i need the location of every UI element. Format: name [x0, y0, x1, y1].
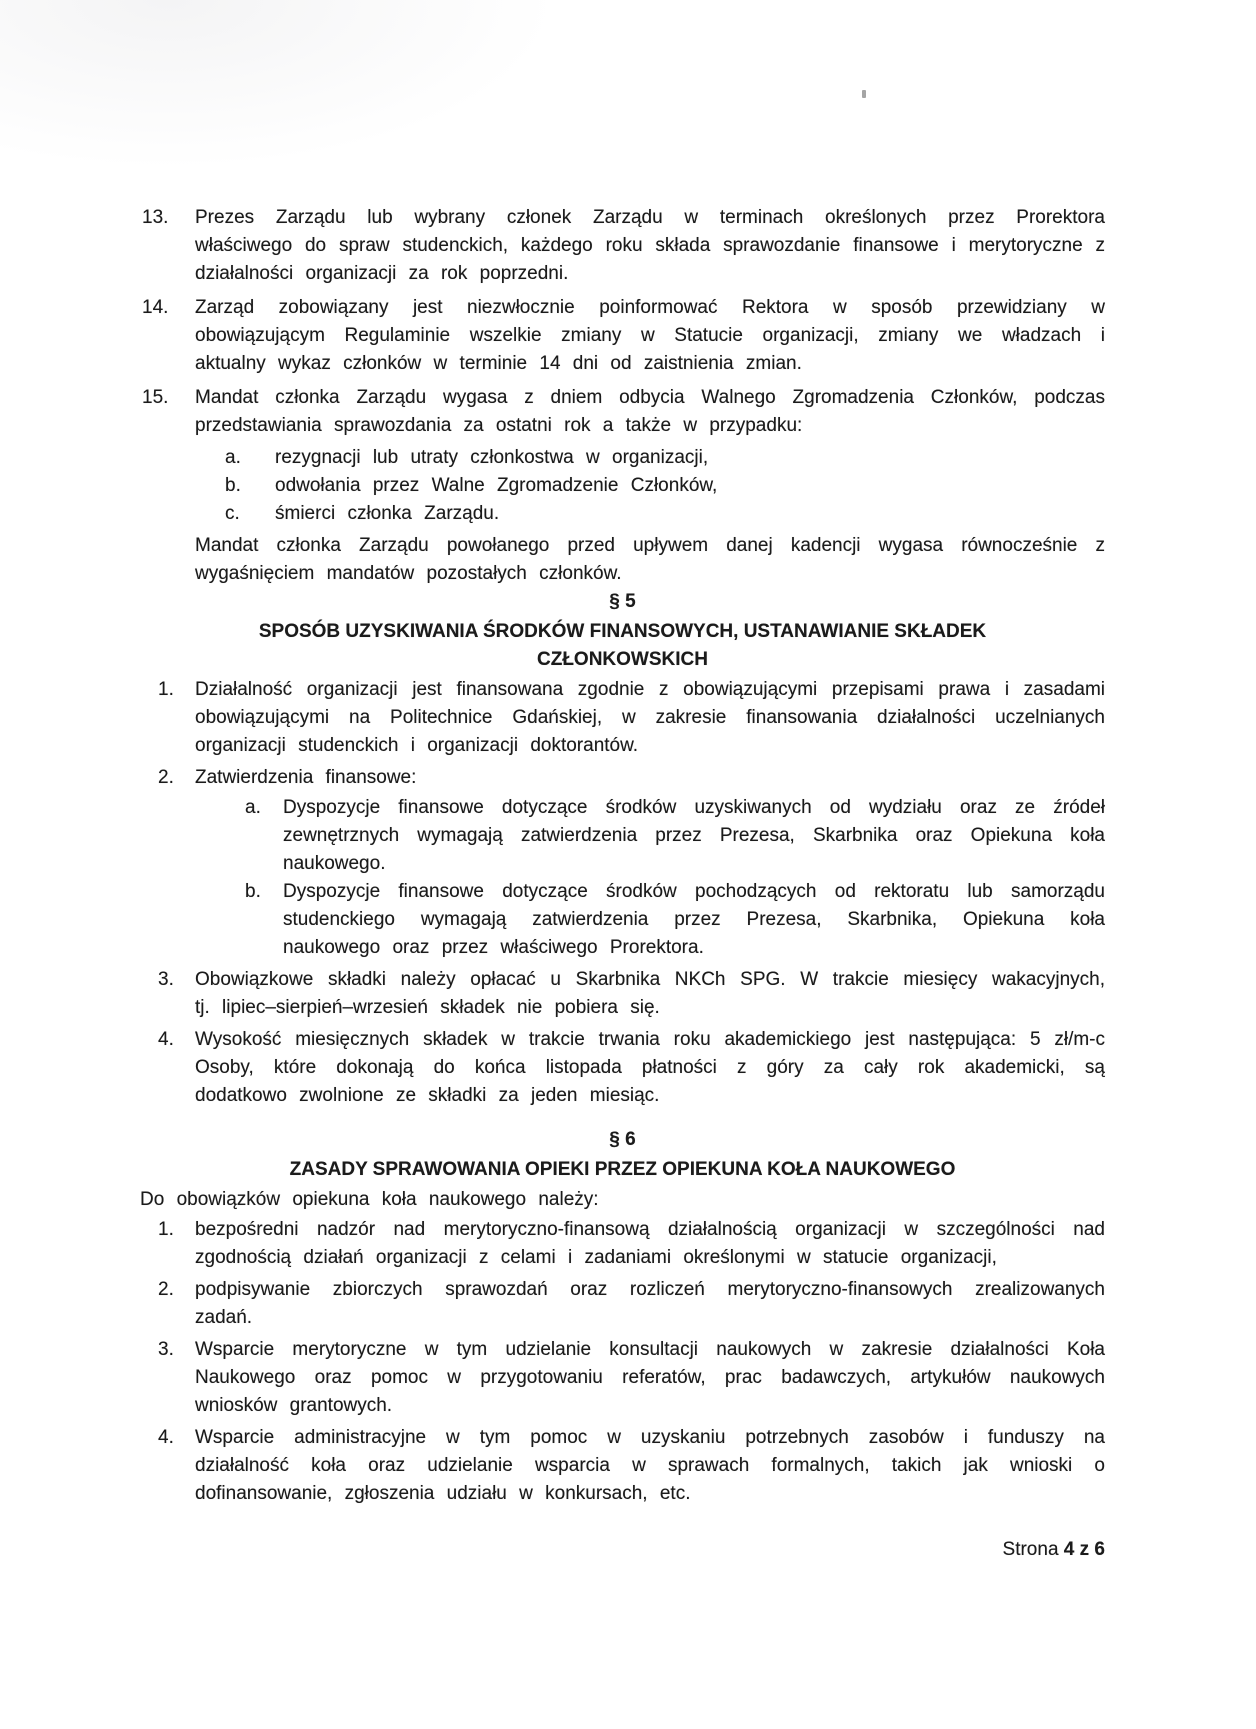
item-number: 4.	[158, 1427, 174, 1448]
section-5	[140, 588, 1105, 1110]
top-numbered-list	[140, 204, 1105, 588]
item-text: Zarząd zobowiązany jest niezwłocznie poinformować Rektora w sposób przewidziany w obowiązującym Regulaminie wszelkie zmiany w Statucie organizacji, zmiany we władzach i aktualny wykaz członków w terminie 14 dni od zaistnienia zmian.	[195, 297, 1105, 374]
sub-item-letter: a.	[225, 447, 241, 468]
item-text: Zatwierdzenia finansowe:	[195, 767, 417, 788]
item-number: 14.	[142, 297, 169, 318]
footer-label: Strona	[1002, 1539, 1059, 1560]
section-6-item-4	[140, 1424, 1105, 1508]
sub-item-text: rezygnacji lub utraty członkostwa w organizacji,	[275, 447, 709, 468]
sub-item-text: śmierci członka Zarządu.	[275, 503, 500, 524]
item-text: Wsparcie merytoryczne w tym udzielanie konsultacji naukowych w zakresie działalności Koła Naukowego oraz pomoc w przygotowaniu referatów, prac badawczych, artykułów naukowych wniosków grantowych.	[195, 1339, 1105, 1416]
sub-item-text: Dyspozycje finansowe dotyczące środków pochodzących od rektoratu lub samorządu studenckiego wymagają zatwierdzenia przez Prezesa, Skarbnika, Opiekuna koła naukowego oraz przez właściwego Prorektora.	[283, 881, 1105, 958]
sub-item-letter: c.	[225, 503, 240, 524]
closing-paragraph-text: Mandat członka Zarządu powołanego przed upływem danej kadencji wygasa równocześnie z wygaśnięciem mandatów pozostałych członków.	[195, 535, 1105, 584]
section-5-item-4	[140, 1026, 1105, 1110]
item-text: Mandat członka Zarządu wygasa z dniem odbycia Walnego Zgromadzenia Członków, podczas przedstawiania sprawozdania za ostatni rok a także w przypadku:	[195, 387, 1105, 436]
item-text: Działalność organizacji jest finansowana zgodnie z obowiązującymi przepisami prawa i zasadami obowiązującymi na Politechnice Gdańskiej, w zakresie finansowania działalności uczelnianych organizacji studenckich i organizacji doktorantów.	[195, 679, 1105, 756]
item-text: Wsparcie administracyjne w tym pomoc w uzyskaniu potrzebnych zasobów i funduszy na działalność koła oraz udzielanie wsparcia w sprawach formalnych, takich jak wnioski o dofinansowanie, zgłoszenia udziału w konkursach, etc.	[195, 1427, 1105, 1504]
item-text: Prezes Zarządu lub wybrany członek Zarządu w terminach określonych przez Prorektora właściwego do spraw studenckich, każdego roku składa sprawozdanie finansowe i merytoryczne z działalności organizacji za rok poprzedni.	[195, 207, 1105, 284]
item-number: 1.	[158, 1219, 174, 1240]
sub-item-b	[225, 472, 1105, 500]
spacer	[140, 532, 195, 588]
item-number: 3.	[158, 969, 174, 990]
section-6-title: ZASADY SPRAWOWANIA OPIEKI PRZEZ OPIEKUNA KOŁA NAUKOWEGO	[289, 1159, 956, 1180]
sub-item-a	[245, 794, 1105, 878]
section-5-item-1	[140, 676, 1105, 760]
section-6-symbol: § 6	[609, 1129, 636, 1150]
item-text: Wysokość miesięcznych składek w trakcie trwania roku akademickiego jest następująca: 5 zł/m-c Osoby, które dokonają do końca listopada płatności z góry za cały rok akademicki, są dodatkowo zwolnione ze składki za jeden miesiąc.	[195, 1029, 1105, 1106]
item-number: 15.	[142, 387, 169, 408]
section-5-item-2-sublist	[245, 794, 1105, 962]
sub-item-text: odwołania przez Walne Zgromadzenie Członków,	[275, 475, 718, 496]
list-item-14	[140, 294, 1105, 378]
section-5-title: SPOSÓB UZYSKIWANIA ŚRODKÓW FINANSOWYCH, USTANAWIANIE SKŁADEK CZŁONKOWSKICH	[258, 621, 987, 670]
section-5-item-2	[140, 764, 1105, 792]
list-item-13	[140, 204, 1105, 288]
section-5-item-3	[140, 966, 1105, 1022]
scan-speck-artifact	[862, 90, 866, 98]
section-6-list	[140, 1216, 1105, 1508]
section-6	[140, 1126, 1105, 1508]
sub-item-a	[225, 444, 1105, 472]
section-6-item-2	[140, 1276, 1105, 1332]
item-number: 2.	[158, 767, 174, 788]
item-text: podpisywanie zbiorczych sprawozdań oraz rozliczeń merytoryczno-finansowych zrealizowanych zadań.	[195, 1279, 1105, 1328]
item-number: 1.	[158, 679, 174, 700]
section-5-symbol: § 5	[609, 591, 636, 612]
sub-item-c	[225, 500, 1105, 528]
sub-item-letter: b.	[225, 475, 241, 496]
item-number: 3.	[158, 1339, 174, 1360]
sub-item-b	[245, 878, 1105, 962]
section-6-intro: Do obowiązków opiekuna koła naukowego należy:	[140, 1189, 599, 1210]
item-15-closing-paragraph	[140, 532, 1105, 588]
sub-item-text: Dyspozycje finansowe dotyczące środków uzyskiwanych od wydziału oraz ze źródeł zewnętrznych wymagają zatwierdzenia przez Prezesa, Skarbnika oraz Opiekuna koła naukowego.	[283, 797, 1105, 874]
page-footer	[1003, 1536, 1105, 1564]
item-number: 4.	[158, 1029, 174, 1050]
item-text: Obowiązkowe składki należy opłacać u Skarbnika NKCh SPG. W trakcie miesięcy wakacyjnych, tj. lipiec–sierpień–wrzesień składek nie pobiera się.	[195, 969, 1105, 1018]
scanner-shadow-artifact	[0, 0, 560, 170]
section-6-item-1	[140, 1216, 1105, 1272]
sub-item-letter: b.	[245, 881, 261, 902]
footer-page-number: 4 z 6	[1063, 1539, 1105, 1560]
sub-item-letter: a.	[245, 797, 261, 818]
item-number: 13.	[142, 207, 169, 228]
item-number: 2.	[158, 1279, 174, 1300]
item-text: bezpośredni nadzór nad merytoryczno-finansową działalnością organizacji w szczególności nad zgodnością działań organizacji z celami i zadaniami określonymi w statucie organizacji,	[195, 1219, 1105, 1268]
section-5-list	[140, 676, 1105, 1110]
section-6-item-3	[140, 1336, 1105, 1420]
item-15-sublist	[225, 444, 1105, 528]
list-item-15	[140, 384, 1105, 440]
